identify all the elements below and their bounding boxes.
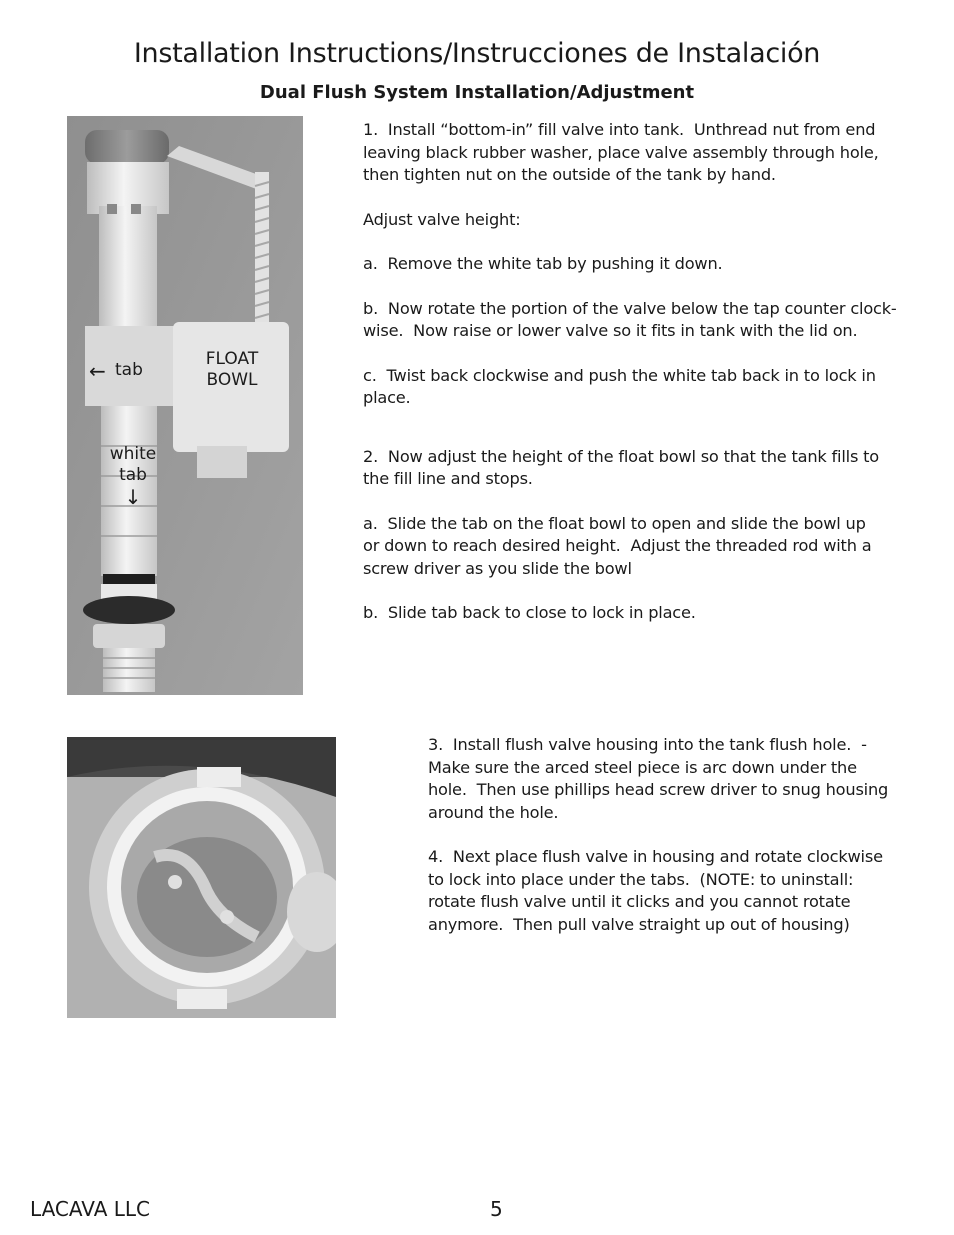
white-tab-label	[105, 444, 161, 508]
page-number: 5	[490, 1197, 503, 1221]
page-title: Installation Instructions/Instrucciones de Instalación	[133, 38, 821, 69]
step-1a-text: a. Remove the white tab by pushing it down.	[363, 254, 723, 273]
fill-valve-photo	[67, 116, 303, 695]
step-2a-text: a. Slide the tab on the float bowl to open and slide the bowl up or down to reach desired height. Adjust the threaded rod with a screw driver as you slide the bowl	[363, 513, 877, 578]
step-4-text: 4. Next place flush valve in housing and rotate clockwise to lock into place under the tabs. (NOTE: to uninstall: rotate flush valve until it clicks and you cannot rotate anymore. Then pull valve straight up out of housing)	[428, 847, 888, 934]
tab-label: tab	[115, 360, 143, 380]
step-3-text: 3. Install flush valve housing into the tank flush hole. - Make sure the arced steel piece is arc down under the hole. Then use phillips head screw driver to snug housing around the hole.	[428, 735, 894, 822]
adjust-height-heading: Adjust valve height:	[363, 209, 521, 229]
flush-valve-illustration	[67, 737, 336, 1018]
step-1-text: 1. Install “bottom-in” fill valve into tank. Unthread nut from end leaving black rubber washer, place valve assembly through hole, then tighten nut on the outside of the tank by hand.	[363, 120, 884, 184]
white-tab-label-line1: white	[109, 444, 157, 464]
footer-company: LACAVA LLC	[30, 1197, 150, 1221]
white-tab-label-line2: tab	[119, 465, 147, 485]
fill-valve-illustration	[67, 116, 303, 695]
float-bowl-label	[195, 349, 269, 391]
step-2b-text: b. Slide tab back to close to lock in place.	[363, 603, 696, 622]
arrow-left-icon: ←	[89, 359, 106, 383]
step-1b-text: b. Now rotate the portion of the valve below the tap counter clock-wise. Now raise or lower valve so it fits in tank with the lid on.	[363, 298, 897, 340]
section-2-instructions	[428, 734, 908, 936]
float-label-line2: BOWL	[206, 370, 258, 390]
step-1c-text: c. Twist back clockwise and push the white tab back in to lock in place.	[363, 365, 881, 407]
step-2-text: 2. Now adjust the height of the float bowl so that the tank fills to the fill line and stops.	[363, 446, 884, 488]
float-label-line1: FLOAT	[205, 349, 259, 369]
section-subtitle: Dual Flush System Installation/Adjustment	[259, 82, 695, 103]
arrow-down-icon: ↓	[124, 485, 142, 509]
section-1-instructions	[363, 119, 923, 625]
flush-valve-photo	[67, 737, 336, 1018]
